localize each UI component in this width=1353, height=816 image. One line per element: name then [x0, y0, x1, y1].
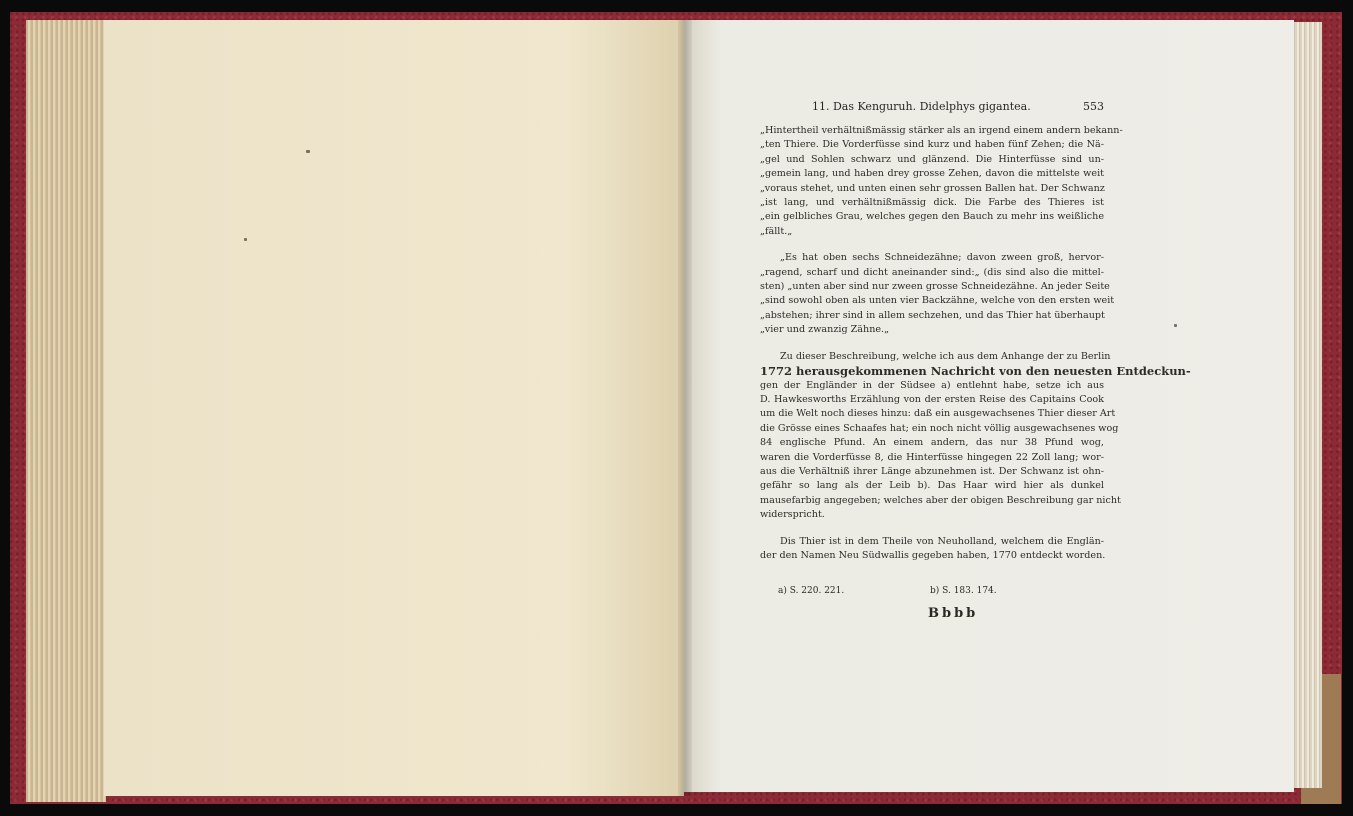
text-line: „vier und zwanzig Zähne.„ — [760, 324, 890, 336]
paper-speck — [244, 238, 247, 241]
text-line: „fällt.„ — [760, 225, 793, 237]
text-line: „abstehen; ihrer sind in allem sechzehen, und das Thier hat überhaupt — [760, 309, 1105, 321]
body-text — [760, 124, 1191, 563]
text-line: D. Hawkesworths Erzählung von der ersten Reise des Capitains Cook — [760, 393, 1104, 405]
text-line: „ein gelbliches Grau, welches gegen den Bauch zu mehr ins weißliche — [760, 211, 1104, 223]
text-line: der den Namen Neu Südwallis gegeben haben, 1770 entdeckt worden. — [760, 549, 1106, 561]
left-page-blank — [104, 20, 684, 796]
text-line: sten) „unten aber sind nur zween grosse Schneidezähne. An jeder Seite — [760, 281, 1110, 293]
paragraph-2 — [760, 251, 1115, 337]
paragraph-3 — [760, 350, 1191, 523]
text-line: mausefarbig angegeben; welches aber der obigen Beschreibung gar nicht — [760, 494, 1121, 506]
paper-speck — [306, 150, 310, 153]
text-line: gefähr so lang als der Leib b). Das Haar wird hier als dunkel — [760, 480, 1104, 492]
running-head — [812, 100, 1104, 116]
text-line: Dis Thier ist in dem Theile von Neuholland, welchem die Englän- — [780, 535, 1104, 547]
footnotes — [770, 586, 1090, 600]
book-gutter — [678, 20, 692, 796]
text-line: „ten Thiere. Die Vorderfüsse sind kurz und haben fünf Zehen; die Nä- — [760, 139, 1104, 151]
text-line: 84 englische Pfund. An einem andern, das nur 38 Pfund wog, — [760, 437, 1104, 449]
footnote-a: a) S. 220. 221. — [778, 586, 845, 596]
text-line: „ist lang, und verhältnißmässig dick. Die Farbe des Thieres ist — [760, 197, 1104, 209]
footnote-b: b) S. 183. 174. — [930, 586, 997, 596]
text-line: widerspricht. — [760, 509, 825, 521]
right-page-edges — [1290, 22, 1322, 788]
text-line: „Hintertheil verhältnißmässig stärker als an irgend einem andern bekann- — [760, 125, 1123, 136]
page-number: 553 — [1083, 100, 1104, 113]
text-line: Zu dieser Beschreibung, welche ich aus dem Anhange der zu Berlin — [780, 350, 1111, 362]
text-line: „gel und Sohlen schwarz und glänzend. Die Hinterfüsse sind un- — [760, 153, 1104, 165]
text-line: „ragend, scharf und dicht aneinander sind:„ (dis sind also die mittel- — [760, 266, 1104, 278]
text-line: aus die Verhältniß ihrer Länge abzunehmen ist. Der Schwanz ist ohn- — [760, 465, 1104, 477]
text-line: waren die Vorderfüsse 8, die Hinterfüsse hingegen 22 Zoll lang; wor- — [760, 451, 1104, 463]
text-line: 1772 herausgekommenen Nachricht von den neuesten Entdeckun- — [760, 364, 1191, 379]
paragraph-4 — [760, 535, 1104, 564]
text-line: „voraus stehet, und unten einen sehr grossen Ballen hat. Der Schwanz — [760, 182, 1105, 194]
running-head-title: 11. Das Kenguruh. Didelphys gigantea. — [812, 100, 1031, 113]
left-page-edges — [26, 20, 106, 802]
text-line: die Grösse eines Schaafes hat; ein noch nicht völlig ausgewachsenes wog — [760, 422, 1119, 434]
paragraph-1 — [760, 124, 1123, 239]
text-line: um die Welt noch dieses hinzu: daß ein ausgewachsenes Thier dieser Art — [760, 408, 1116, 420]
text-line: gen der Engländer in der Südsee a) entlehnt habe, setze ich aus — [760, 379, 1104, 391]
text-line: „Es hat oben sechs Schneidezähne; davon zween groß, hervor- — [780, 252, 1104, 264]
text-line: „gemein lang, und haben drey grosse Zehen, davon die mittelste weit — [760, 168, 1104, 180]
paper-speck — [1174, 324, 1177, 327]
text-line: „sind sowohl oben als unten vier Backzähne, welche von den ersten weit — [760, 295, 1115, 307]
signature-mark: Bbbb — [928, 606, 979, 621]
